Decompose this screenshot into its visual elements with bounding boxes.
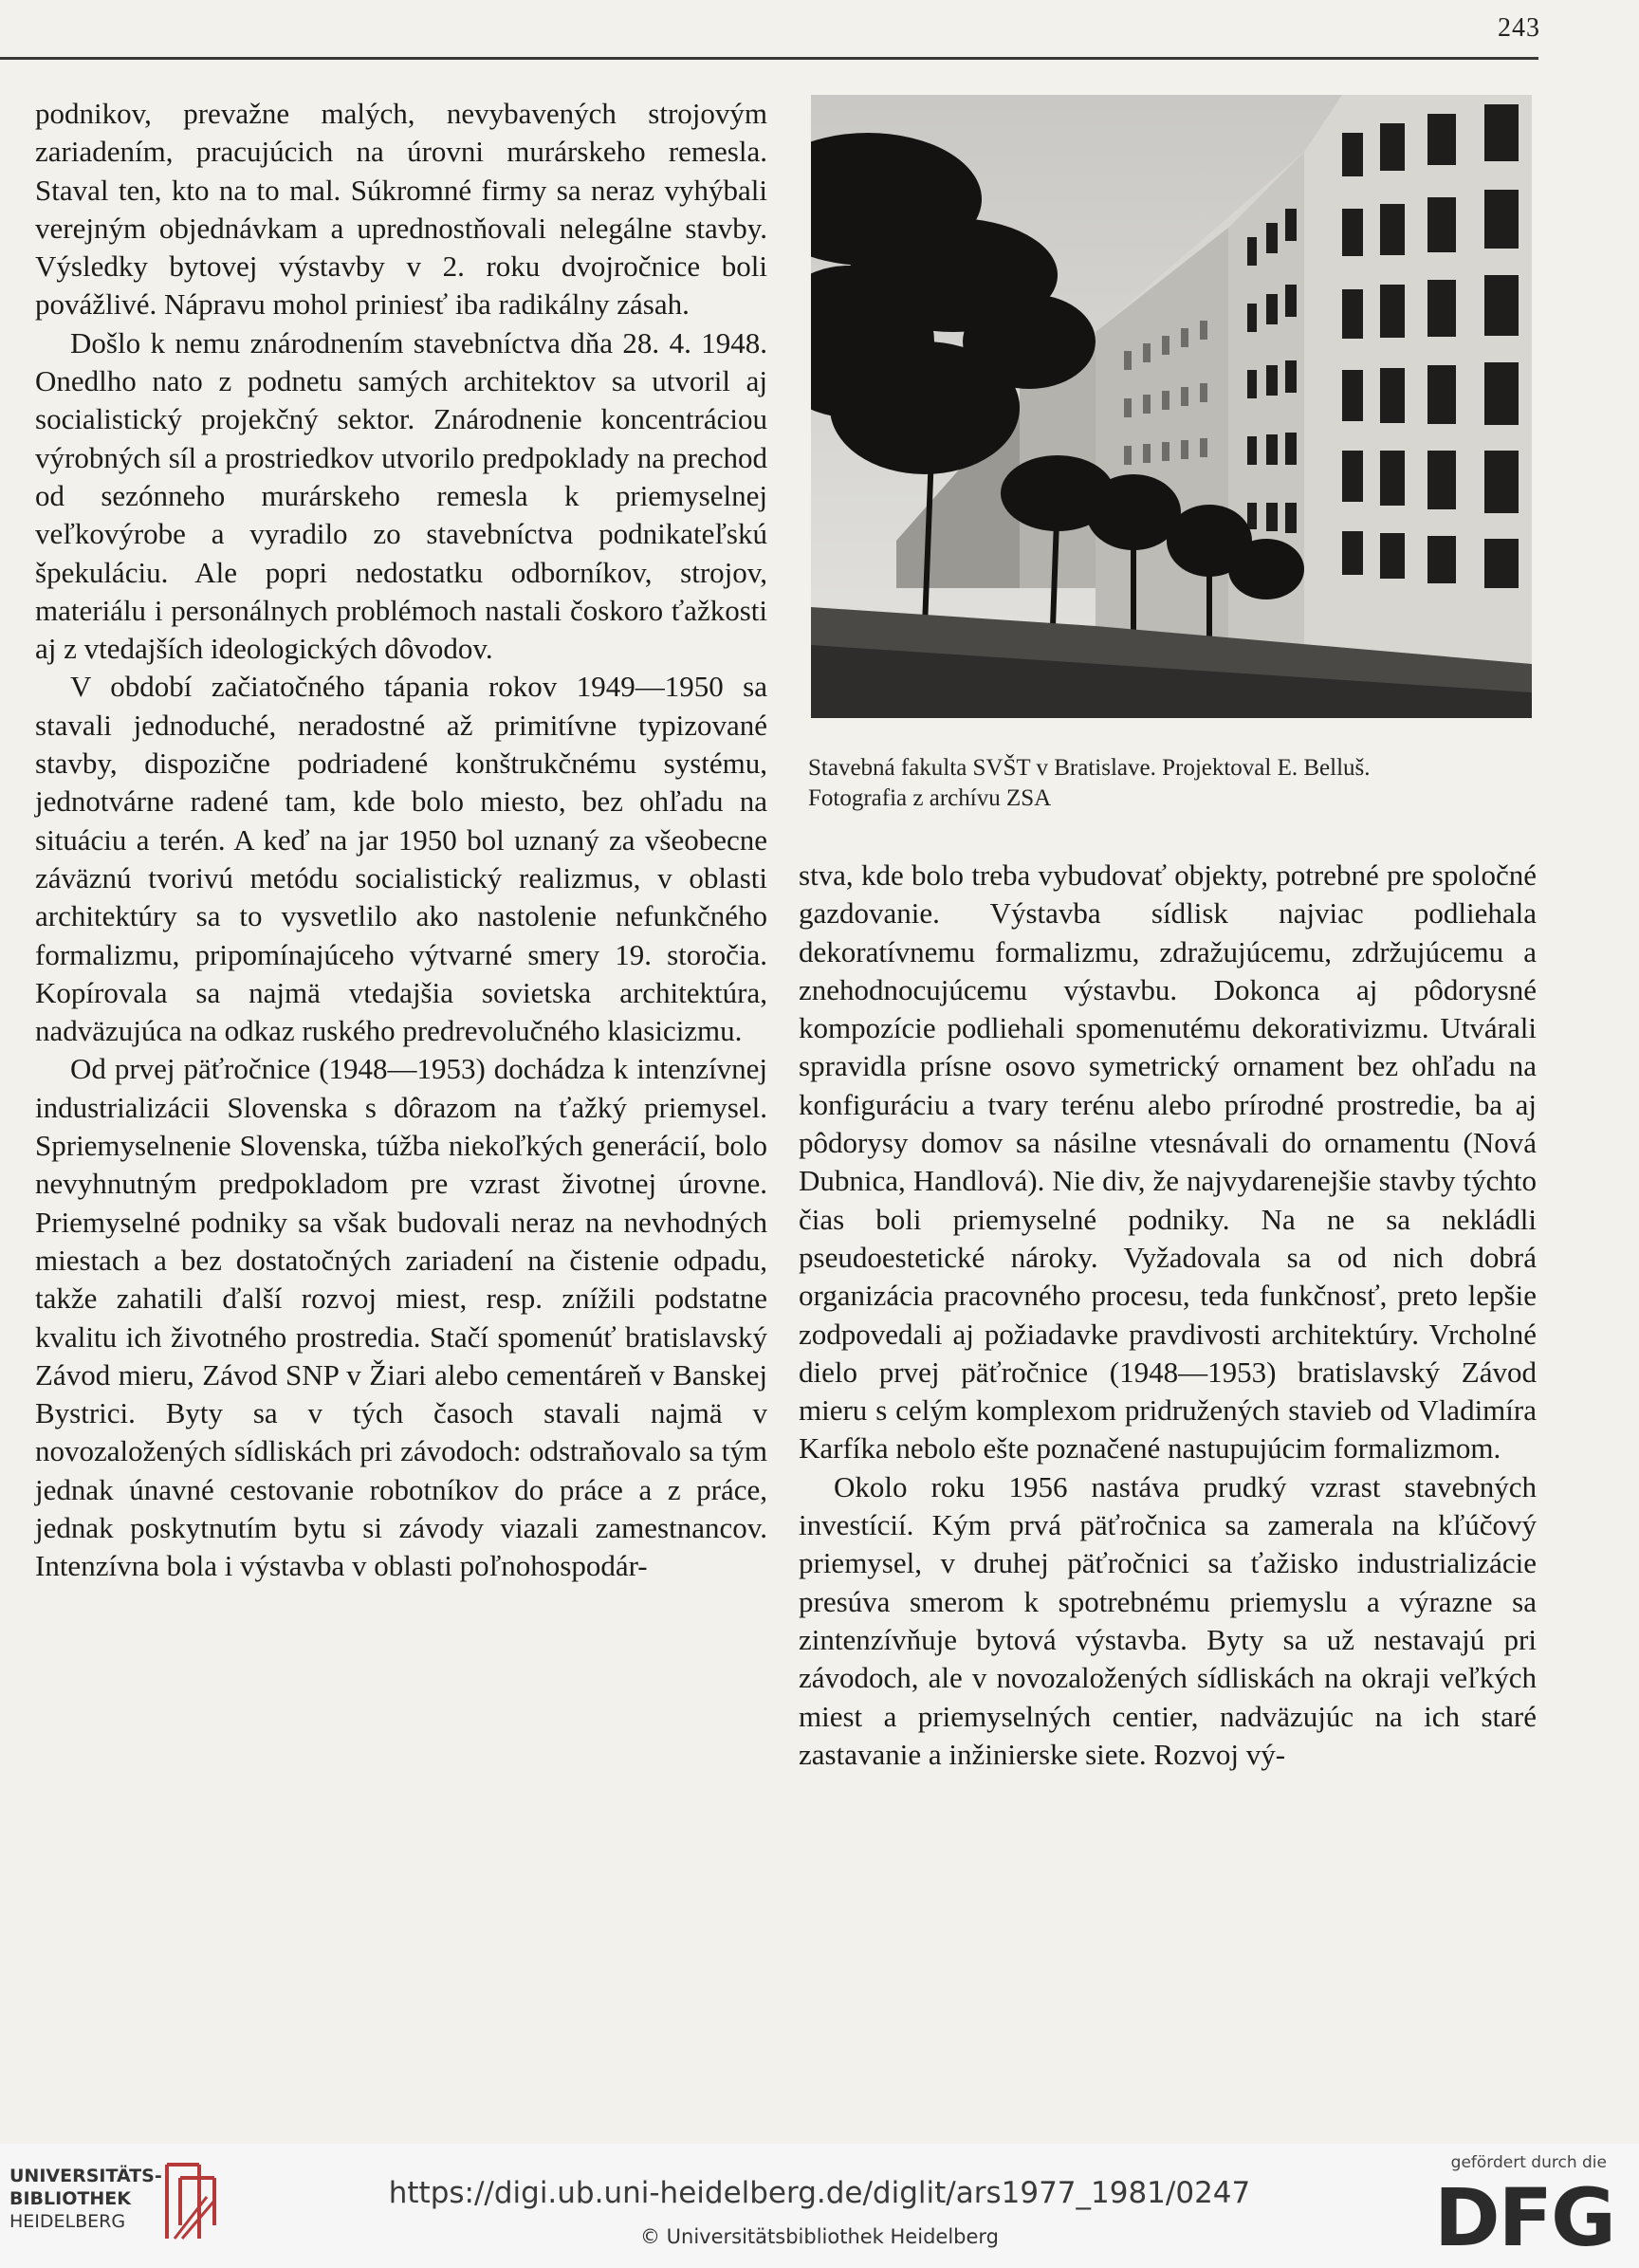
caption-line: Stavebná fakulta SVŠT v Bratislave. Projektoval E. Belluš. [808, 755, 1371, 781]
funding-note: gefördert durch die [1450, 2153, 1607, 2172]
photo-caption [808, 753, 1548, 814]
footer-bar [0, 2144, 1639, 2268]
permalink-url[interactable]: https://digi.ub.uni-heidelberg.de/diglit/ars1977_1981/0247 [388, 2176, 1251, 2210]
paragraph: podnikov, prevažne malých, nevybavených strojovým zariadením, pracujúcich na úrovni murárskeho remesla. Staval ten, kto na to mal. Súkromné firmy sa neraz vyhýbali verejným objednávkam a uprednostňovali nelegálne stavby. Výsledky bytovej výstavby v 2. roku dvojročnice boli povážlivé. Nápravu mohol priniesť iba radikálny zásah. [35, 97, 767, 322]
dfg-logo[interactable]: DFG [1433, 2171, 1614, 2264]
page-number: 243 [1498, 13, 1540, 43]
paragraph: Okolo roku 1956 nastáva prudký vzrast stavebných investícií. Kým prvá päťročnica sa zamerala na kľúčový priemysel, v druhej päťročnici sa ťažisko industrializácie presúva smerom k spotrebnému priemyslu a výrazne sa zintenzívňuje bytová výstavba. Byty sa už nestavajú pri závodoch, ale v novozaložených sídliskách na okraji veľkých miest a priemyselných centier, nadväzujúc na ich staré zastavanie a inžinierske siete. Rozvoj vý- [799, 1469, 1537, 1771]
right-text-column [799, 857, 1537, 1774]
header-rule [0, 57, 1538, 60]
library-name-line: BIBLIOTHEK [9, 2188, 131, 2209]
paragraph: V období začiatočného tápania rokov 1949—1950 sa stavali jednoduché, neradostné až primitívne typizované stavby, dispozične podriadené konštrukčnému systému, jednotvárne radené tam, kde bolo miesto, bez ohľadu na situáciu a terén. A keď na jar 1950 bol uznaný za všeobecne záväznú tvorivú metódu socialistický realizmus, v oblasti architektúry sa to vysvetlilo ako nastolenie nefunkčného formalizmu, pripomínajúceho výtvarné smery 19. storočia. Kopírovala sa najmä vtedajšia sovietska architektúra, nadväzujúca na odkaz ruského predrevolučného klasicizmu. [35, 670, 767, 1048]
library-name-line: UNIVERSITÄTS- [9, 2166, 162, 2186]
library-name-line: HEIDELBERG [9, 2211, 126, 2232]
building-photo-illustration [811, 95, 1532, 718]
building-photograph [811, 95, 1532, 718]
paragraph: stva, kde bolo treba vybudovať objekty, potrebné pre spoločné gazdovanie. Výstavba sídlisk najviac podliehala dekoratívnemu formalizmu, zdražujúcemu, zdržujúcemu a znehodnocujúcemu výstavbu. Dokonca aj pôdorysné kompozície podliehali spomenutému dekorativizmu. Utvárali spravidla prísne osovo symetrický ornament bez ohľadu na konfiguráciu a tvary terénu alebo prírodné prostredie, ba aj pôdorysy domov sa násilne vtesnávali do ornamentu (Nová Dubnica, Handlová). Nie div, že najvydarenejšie stavby týchto čias boli priemyselné podniky. Na ne sa nekládli pseudoestetické nároky. Vyžadovala sa od nich dobrá organizácia pracovného procesu, teda funkčnosť, preto lepšie zodpovedali aj požiadavke pravdivosti architektúry. Vrcholné dielo prvej päťročnice (1948—1953) bratislavský Závod mieru s celým komplexom pridružených stavieb od Vladimíra Karfíka nebolo ešte poznačené nastupujúcim formalizmom. [799, 858, 1537, 1466]
copyright-notice: © Universitätsbibliothek Heidelberg [639, 2225, 999, 2248]
paragraph: Od prvej päťročnice (1948—1953) dochádza k intenzívnej industrializácii Slovenska s dôrazom na ťažký priemysel. Spriemyselnenie Slovenska, túžba niekoľkých generácií, bolo nevyhnutným predpokladom pre vzrast životnej úrovne. Priemyselné podniky sa však budovali neraz na nevhodných miestach a bez dostatočných zariadení na čistenie odpadu, takže zahatili ďalší rozvoj miest, resp. znížili podstatne kvalitu ich životného prostredia. Stačí spomenúť bratislavský Závod mieru, Závod SNP v Žiari alebo cementáreň v Banskej Bystrici. Byty sa v tých časoch stavali najmä v novozaložených sídliskách pri závodoch: odstraňovalo sa tým jednak únavné cestovanie robotníkov do práce a z práce, jednak poskytnutím bytu si závody viazali zamestnancov. Intenzívna bola i výstavba v oblasti poľnohospodár- [35, 1052, 767, 1583]
caption-line: Fotografia z archívu ZSA [808, 785, 1052, 811]
left-text-column [35, 95, 767, 1586]
paragraph: Došlo k nemu znárodnením stavebníctva dňa 28. 4. 1948. Onedlho nato z podnetu samých architektov sa utvoril aj socialistický projekčný sektor. Znárodnenie koncentráciou výrobných síl a prostriedkov utvorilo predpoklady na prechod od sezónneho murárskeho remesla k priemyselnej veľkovýrobe a vyradilo zo stavebníctva podnikateľskú špekuláciu. Ale popri nedostatku odborníkov, strojov, materiálu i personálnych problémoch nastali čoskoro ťažkosti aj z vtedajších ideologických dôvodov. [35, 325, 767, 666]
